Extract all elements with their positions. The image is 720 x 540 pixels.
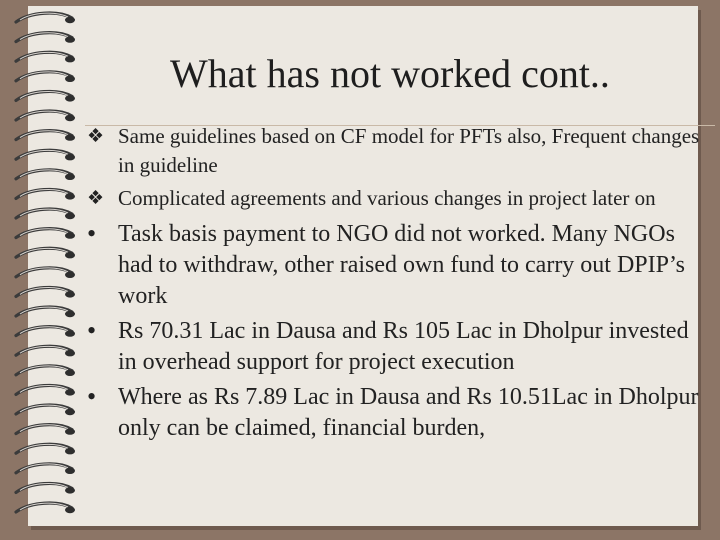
spiral-ring-icon	[16, 385, 75, 395]
spiral-ring-icon	[16, 307, 75, 317]
bullet-list	[87, 122, 707, 448]
bullet-item	[87, 382, 707, 444]
dot-bullet-icon: •	[87, 382, 97, 411]
spiral-ring-icon	[16, 425, 75, 435]
diamond-bullet-icon: ❖	[87, 126, 105, 147]
bullet-item	[87, 316, 707, 378]
slide-title: What has not worked cont..	[170, 51, 610, 96]
spiral-ring-icon	[16, 150, 75, 160]
spiral-ring-icon	[16, 287, 75, 297]
spiral-ring-icon	[16, 503, 75, 513]
spiral-ring-icon	[16, 33, 75, 43]
spiral-ring-icon	[16, 346, 75, 356]
dot-bullet-icon: •	[87, 316, 97, 345]
bullet-text: Task basis payment to NGO did not worked. Many NGOs had to withdraw, other raised own fund to carry out DPIP’s work	[118, 221, 685, 309]
spiral-ring-icon	[16, 248, 75, 258]
spiral-ring-icon	[16, 405, 75, 415]
spiral-ring-icon	[16, 111, 75, 121]
bullet-item	[87, 184, 707, 213]
dot-bullet-icon: •	[87, 219, 97, 248]
bullet-text: Complicated agreements and various changes in project later on	[118, 186, 656, 210]
spiral-ring-icon	[16, 268, 75, 278]
spiral-ring-icon	[16, 170, 75, 180]
spiral-ring-icon	[16, 483, 75, 493]
bullet-text: Rs 70.31 Lac in Dausa and Rs 105 Lac in Dholpur invested in overhead support for project execution	[118, 318, 689, 375]
diamond-bullet-icon: ❖	[87, 188, 105, 209]
spiral-ring-icon	[16, 13, 75, 23]
bullet-item	[87, 219, 707, 312]
spiral-ring-icon	[16, 209, 75, 219]
bullet-text: Where as Rs 7.89 Lac in Dausa and Rs 10.51Lac in Dholpur only can be claimed, financial burden,	[118, 384, 699, 441]
spiral-ring-icon	[16, 444, 75, 454]
spiral-ring-icon	[16, 189, 75, 199]
spiral-ring-icon	[16, 229, 75, 239]
bullet-item	[87, 122, 707, 180]
spiral-ring-icon	[16, 327, 75, 337]
spiral-ring-icon	[16, 131, 75, 141]
spiral-ring-icon	[16, 366, 75, 376]
spiral-ring-icon	[16, 464, 75, 474]
bullet-text: Same guidelines based on CF model for PFTs also, Frequent changes in guideline	[118, 124, 700, 177]
